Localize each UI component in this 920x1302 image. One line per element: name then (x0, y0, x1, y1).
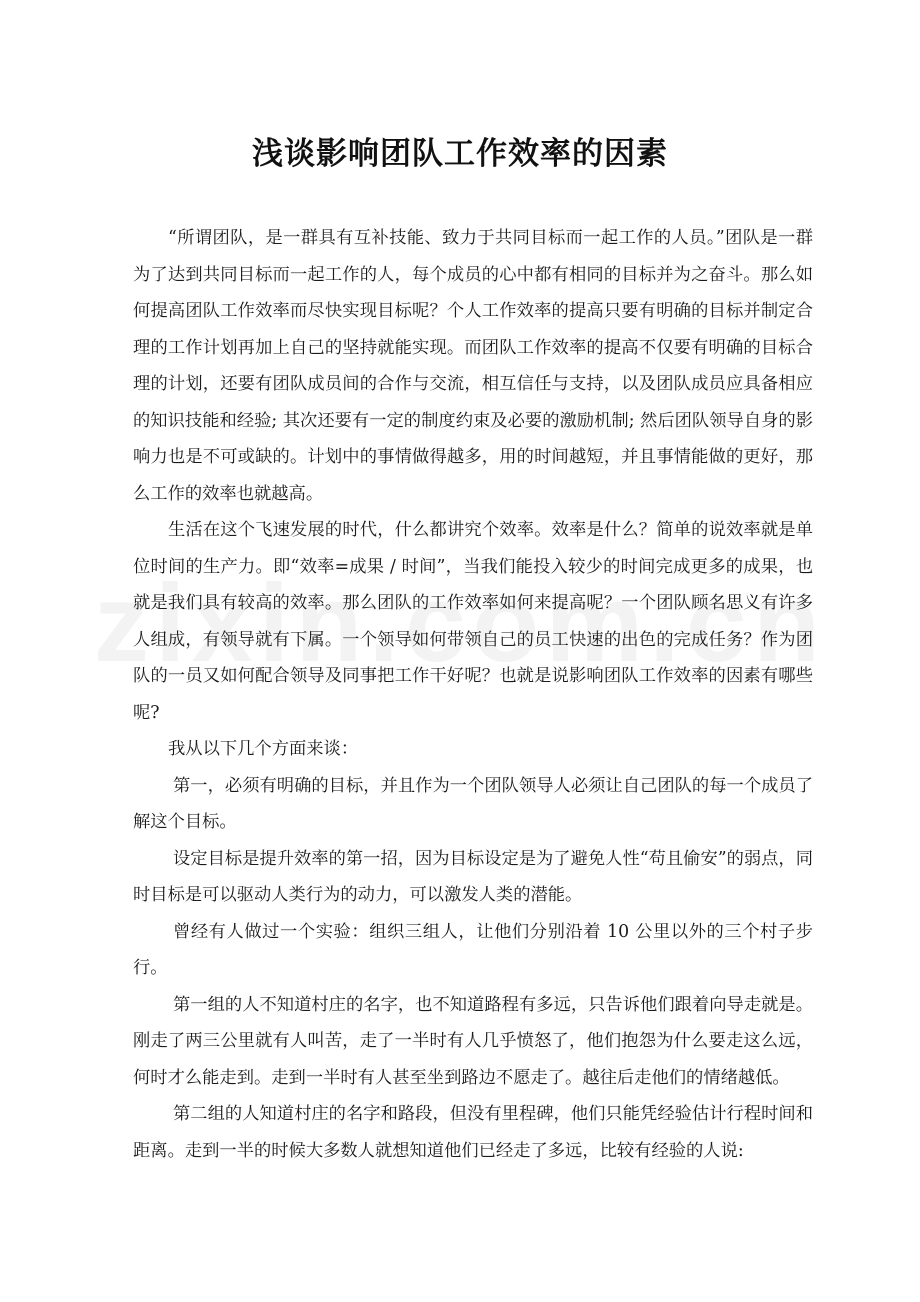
page-title: 浅谈影响团队工作效率的因素 (252, 136, 668, 172)
paragraph-goal-setting: 设定目标是提升效率的第一招，因为目标设定是为了避免人性“苟且偷安”的弱点，同时目标是可以驱动人类行为的动力，可以激发人类的潜能。 (133, 848, 813, 905)
document-body (133, 220, 813, 1169)
paragraph-experiment: 曾经有人做过一个实验：组织三组人，让他们分别沿着 10 公里以外的三个村子步行。 (133, 921, 813, 978)
paragraph-first-point: 第一，必须有明确的目标，并且作为一个团队领导人必须让自己团队的每一个成员了解这个目标。 (133, 775, 813, 832)
paragraph-group-one: 第一组的人不知道村庄的名字，也不知道路程有多远，只告诉他们跟着向导走就是。刚走了两三公里就有人叫苦，走了一半时有人几乎愤怒了，他们抱怨为什么要走这么远，何时才么能走到。走到一半时有人甚至坐到路边不愿走了。越往后走他们的情绪越低。 (133, 994, 813, 1088)
paragraph-aspects: 我从以下几个方面来谈： (168, 739, 359, 759)
paragraph-intro: “所谓团队，是一群具有互补技能、致力于共同目标而一起工作的人员。”团队是一群为了达到共同目标而一起工作的人，每个成员的心中都有相同的目标并为之奋斗。那么如何提高团队工作效率而尽快实现目标呢？个人工作效率的提高只要有明确的目标并制定合理的工作计划再加上自己的坚持就能实现。而团队工作效率的提高不仅要有明确的目标合理的计划，还要有团队成员间的合作与交流，相互信任与支持，以及团队成员应具备相应的知识技能和经验; 其次还要有一定的制度约束及必要的激励机制; 然后团队领导自身的影响力也是不可或缺的。计划中的事情做得越多，用的时间越短，并且事情能做的更好，那么工作的效率也就越高。 (133, 228, 813, 504)
paragraph-group-two: 第二组的人知道村庄的名字和路段，但没有里程碑，他们只能凭经验估计行程时间和距离。走到一半的时候大多数人就想知道他们已经走了多远，比较有经验的人说: (133, 1104, 813, 1161)
paragraph-efficiency: 生活在这个飞速发展的时代，什么都讲究个效率。效率是什么？简单的说效率就是单位时间的生产力。即“效率=成果 / 时间”，当我们能投入较少的时间完成更多的成果，也就是我们具有较高的效率。那么团队的工作效率如何来提高呢？一个团队顾名思义有许多人组成，有领导就有下属。一个领导如何带领自己的员工快速的出色的完成任务？作为团队的一员又如何配合领导及同事把工作干好呢？也就是说影响团队工作效率的因素有哪些呢? (133, 520, 813, 723)
